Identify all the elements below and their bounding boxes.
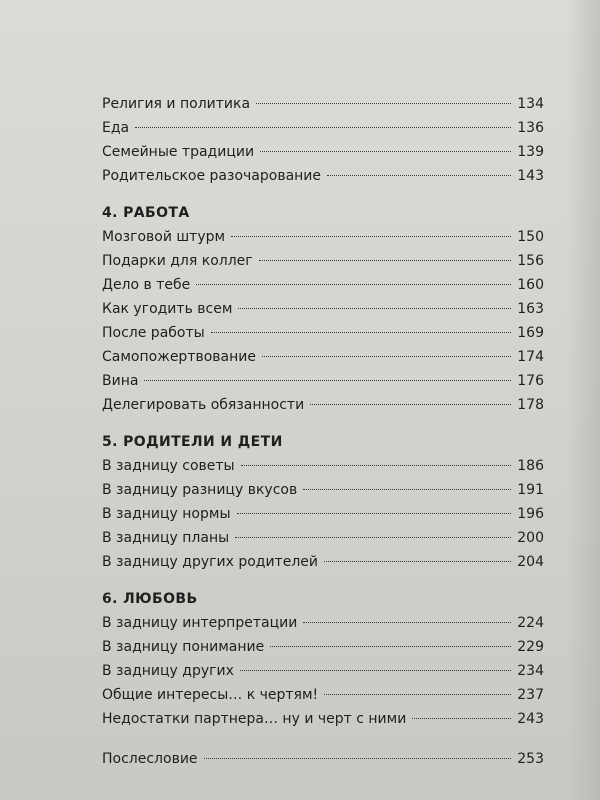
toc-leader-dots bbox=[324, 561, 511, 562]
toc-section-work bbox=[102, 201, 544, 417]
toc-entry-page: 237 bbox=[517, 687, 544, 703]
toc-leader-dots bbox=[238, 308, 511, 309]
toc-entry bbox=[102, 116, 544, 140]
toc-leader-dots bbox=[256, 103, 511, 104]
toc-entry-page: 169 bbox=[517, 325, 544, 341]
toc-entry-title: В задницу других bbox=[102, 663, 234, 679]
toc-entry-page: 136 bbox=[517, 120, 544, 136]
toc-entry-title: В задницу разницу вкусов bbox=[102, 482, 298, 498]
toc-entry bbox=[102, 92, 544, 116]
toc-entry bbox=[102, 707, 544, 731]
toc-entry bbox=[102, 611, 544, 635]
toc-leader-dots bbox=[260, 151, 511, 152]
toc-leader-dots bbox=[270, 646, 511, 647]
toc-entry-title: После работы bbox=[102, 325, 205, 341]
toc-leader-dots bbox=[262, 356, 511, 357]
toc-entry-page: 191 bbox=[517, 482, 544, 498]
toc-entry-page: 200 bbox=[517, 530, 544, 546]
toc-entry-page: 253 bbox=[517, 751, 544, 767]
toc-entry-title: В задницу советы bbox=[102, 458, 235, 474]
toc-entry-page: 134 bbox=[517, 96, 544, 112]
toc-leader-dots bbox=[237, 513, 512, 514]
toc-entry-page: 186 bbox=[517, 458, 544, 474]
toc-entry-page: 156 bbox=[517, 253, 544, 269]
toc-entry-title: Семейные традиции bbox=[102, 144, 255, 160]
toc-entry-page: 234 bbox=[517, 663, 544, 679]
toc-section-parents-children bbox=[102, 430, 544, 574]
toc-entry-page: 243 bbox=[517, 711, 544, 727]
toc-entry-page: 178 bbox=[517, 397, 544, 413]
toc-entry-title: В задницу понимание bbox=[102, 639, 265, 655]
toc-leader-dots bbox=[412, 718, 511, 719]
toc-entry bbox=[102, 747, 544, 771]
toc-entry-title: В задницу нормы bbox=[102, 506, 231, 522]
toc-leader-dots bbox=[303, 622, 511, 623]
toc-leader-dots bbox=[303, 489, 511, 490]
toc-entry bbox=[102, 502, 544, 526]
page-edge-shadow bbox=[566, 0, 600, 800]
toc-leader-dots bbox=[327, 175, 511, 176]
toc-entry bbox=[102, 297, 544, 321]
toc-entry bbox=[102, 369, 544, 393]
section-heading: 6. ЛЮБОВЬ bbox=[102, 591, 198, 607]
section-heading: 5. РОДИТЕЛИ И ДЕТИ bbox=[102, 434, 283, 450]
toc-entry-page: 229 bbox=[517, 639, 544, 655]
toc-entry-title: Мозговой штурм bbox=[102, 229, 226, 245]
section-heading: 4. РАБОТА bbox=[102, 205, 190, 221]
toc-entry-page: 150 bbox=[517, 229, 544, 245]
toc-entry-page: 174 bbox=[517, 349, 544, 365]
toc-leader-dots bbox=[235, 537, 511, 538]
toc-section-afterword bbox=[102, 747, 544, 771]
toc-entry bbox=[102, 249, 544, 273]
toc-entry-title: В задницу других родителей bbox=[102, 554, 318, 570]
toc-entry bbox=[102, 140, 544, 164]
table-of-contents bbox=[102, 92, 544, 771]
toc-entry bbox=[102, 225, 544, 249]
toc-entry bbox=[102, 273, 544, 297]
toc-entry-title: Вина bbox=[102, 373, 139, 389]
toc-entry bbox=[102, 659, 544, 683]
toc-leader-dots bbox=[310, 404, 511, 405]
toc-section-continued bbox=[102, 92, 544, 188]
toc-section-love bbox=[102, 587, 544, 731]
toc-entry-page: 160 bbox=[517, 277, 544, 293]
toc-entry-page: 163 bbox=[517, 301, 544, 317]
toc-leader-dots bbox=[211, 332, 512, 333]
toc-leader-dots bbox=[231, 236, 511, 237]
toc-leader-dots bbox=[135, 127, 511, 128]
toc-entry bbox=[102, 635, 544, 659]
toc-leader-dots bbox=[324, 694, 511, 695]
toc-entry-title: Еда bbox=[102, 120, 130, 136]
toc-entry-page: 143 bbox=[517, 168, 544, 184]
toc-leader-dots bbox=[196, 284, 511, 285]
toc-entry bbox=[102, 164, 544, 188]
toc-entry bbox=[102, 526, 544, 550]
toc-leader-dots bbox=[259, 260, 512, 261]
toc-entry-title: Дело в тебе bbox=[102, 277, 191, 293]
toc-entry-title: Как угодить всем bbox=[102, 301, 233, 317]
toc-entry bbox=[102, 454, 544, 478]
toc-entry-title: Послесловие bbox=[102, 751, 198, 767]
toc-entry-title: Самопожертвование bbox=[102, 349, 256, 365]
toc-entry-page: 139 bbox=[517, 144, 544, 160]
toc-entry bbox=[102, 321, 544, 345]
toc-entry bbox=[102, 683, 544, 707]
toc-entry-title: Религия и политика bbox=[102, 96, 251, 112]
toc-leader-dots bbox=[240, 670, 511, 671]
toc-entry-page: 204 bbox=[517, 554, 544, 570]
toc-entry bbox=[102, 550, 544, 574]
toc-leader-dots bbox=[144, 380, 511, 381]
toc-entry-title: В задницу планы bbox=[102, 530, 230, 546]
toc-entry-title: В задницу интерпретации bbox=[102, 615, 298, 631]
toc-leader-dots bbox=[241, 465, 512, 466]
toc-entry bbox=[102, 478, 544, 502]
toc-entry bbox=[102, 345, 544, 369]
toc-leader-dots bbox=[204, 758, 512, 759]
toc-entry-page: 176 bbox=[517, 373, 544, 389]
toc-entry-title: Подарки для коллег bbox=[102, 253, 253, 269]
toc-entry-page: 224 bbox=[517, 615, 544, 631]
toc-entry-title: Недостатки партнера… ну и черт с ними bbox=[102, 711, 407, 727]
toc-entry bbox=[102, 393, 544, 417]
toc-entry-title: Делегировать обязанности bbox=[102, 397, 305, 413]
toc-entry-title: Общие интересы… к чертям! bbox=[102, 687, 319, 703]
toc-entry-title: Родительское разочарование bbox=[102, 168, 322, 184]
toc-entry-page: 196 bbox=[517, 506, 544, 522]
